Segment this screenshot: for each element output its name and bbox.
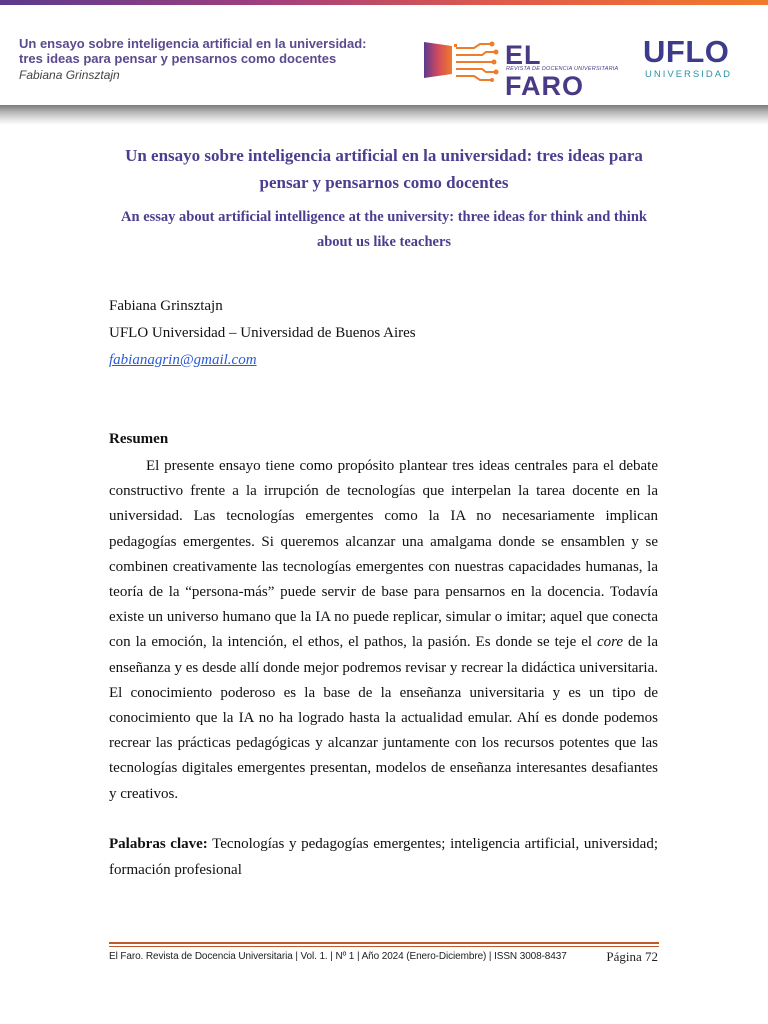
lighthouse-circuit-icon <box>422 38 502 82</box>
keywords <box>109 832 658 883</box>
footer-page-number: Página 72 <box>606 949 658 964</box>
running-title-line-2: tres ideas para pensar y pensarnos como docentes <box>19 51 337 66</box>
el-faro-wordmark: EL FARO <box>505 40 585 101</box>
footer-rule-thin <box>109 946 659 947</box>
author-block <box>109 293 659 374</box>
running-title <box>19 36 409 66</box>
abstract-emphasis: core <box>596 634 624 651</box>
abstract-body <box>109 454 658 807</box>
author-affiliation: UFLO Universidad – Universidad de Buenos Aires <box>109 325 416 341</box>
article-title: Un ensayo sobre inteligencia artificial en la universidad: tres ideas para pensar y pensarnos como docentes <box>125 146 643 192</box>
el-faro-subtitle: REVISTA DE DOCENCIA UNIVERSITARIA <box>506 66 619 72</box>
footer-journal-citation: El Faro. Revista de Docencia Universitaria | Vol. 1. | Nº 1 | Año 2024 (Enero-Diciembre) | ISSN 3008-8437 <box>109 951 567 962</box>
uflo-wordmark: UFLO <box>643 34 730 69</box>
el-faro-logo <box>422 38 619 101</box>
uflo-subtitle: UNIVERSIDAD <box>645 69 732 80</box>
abstract-text-part-1: El presente ensayo tiene como propósito plantear tres ideas centrales para el debate constructivo frente a la irrupción de tecnologías que interpelan la tarea docente en la universidad. Las tecnologías emergentes como la IA no necesariamente implican pedagogías emergentes. Si queremos alcanzar una amalgama donde se ensamblen y se combinen creativamente las tecnologías emergentes con nuestras capacidades humanas, la teoría de la “persona-más” puede servir de base para pensarnos en la docencia. Todavía existe un universo humano que la IA no puede replicar, simular o imitar; aquel que conecta con la emoción, la intención, el ethos, el pathos, la pasión. Es donde se teje el <box>109 458 658 651</box>
abstract-text-part-2: de la enseñanza y es desde allí donde mejor podremos revisar y recrear la didáctica universitaria. El conocimiento poderoso es la base de la enseñanza universitaria y es un tipo de conocimiento que la IA no ha logrado hasta la actualidad emular. Ahí es donde podemos recrear las prácticas pedagógicas y alcanzar juntamente con los recursos potentes que las tecnologías digitales emergentes presentan, modelos de enseñanza interesantes desafiantes y creativos. <box>109 634 658 802</box>
author-email-link[interactable]: fabianagrin@gmail.com <box>109 352 257 368</box>
header-shadow-band <box>0 105 768 125</box>
uflo-logo <box>643 34 743 82</box>
abstract-heading: Resumen <box>109 431 169 447</box>
footer-rule <box>109 942 659 944</box>
running-title-line-1: Un ensayo sobre inteligencia artificial en la universidad: <box>19 36 367 51</box>
keywords-text: Tecnologías y pedagogías emergentes; inteligencia artificial, universidad; formación profesional <box>109 836 658 878</box>
top-gradient-bar <box>0 0 768 5</box>
keywords-label: Palabras clave: <box>109 836 208 852</box>
article-title-english: An essay about artificial intelligence at the university: three ideas for think and think about us like teachers <box>121 209 647 250</box>
running-author: Fabiana Grinsztajn <box>19 68 120 82</box>
author-name: Fabiana Grinsztajn <box>109 298 223 314</box>
